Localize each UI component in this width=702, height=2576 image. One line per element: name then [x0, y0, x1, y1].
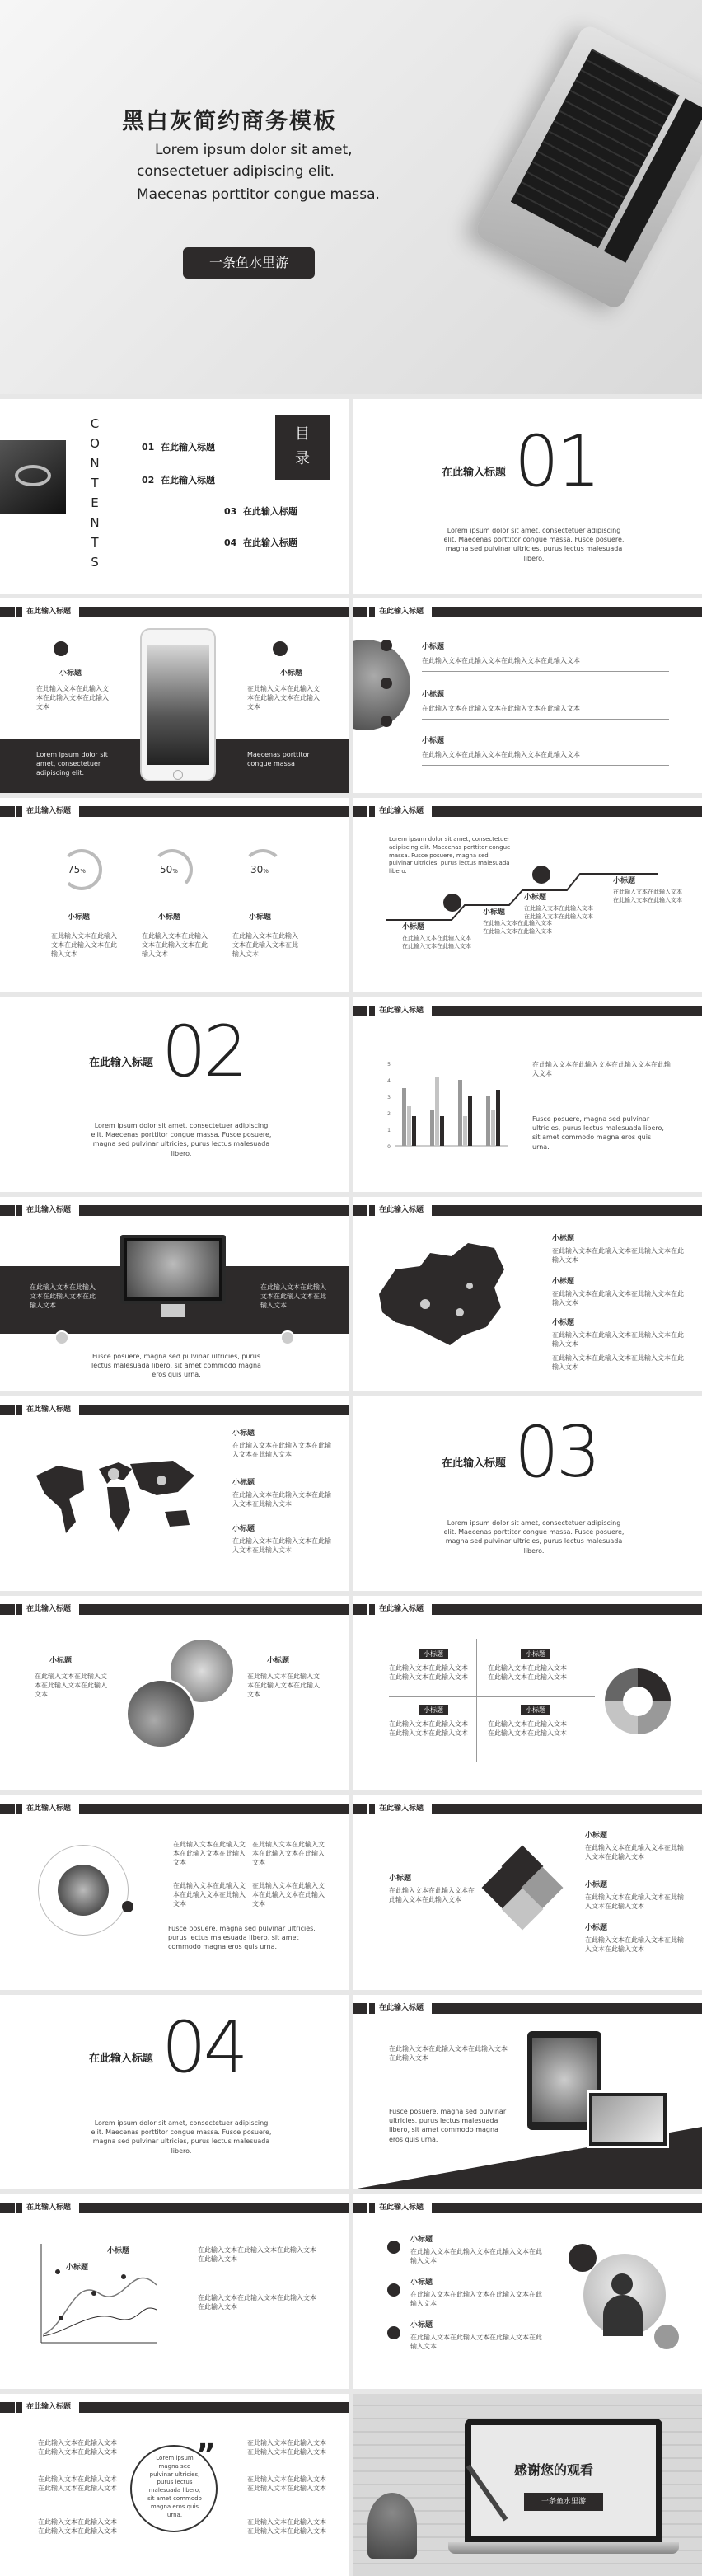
bar	[407, 1106, 411, 1146]
phone-mockup	[140, 628, 216, 781]
circle-photo-2	[125, 1678, 196, 1749]
monitor-stand	[161, 1304, 185, 1317]
slide-header	[353, 806, 702, 817]
line-graphic	[33, 2244, 165, 2351]
band-text-left: Lorem ipsum dolor sit amet, consectetuer adipiscing elit.	[36, 751, 108, 777]
contents-photo	[0, 440, 66, 514]
line-title-2: 小标题	[107, 2247, 130, 2255]
steps-slide	[353, 798, 702, 992]
divider	[422, 671, 669, 672]
band-text-left: 在此输入文本在此输入文本在此输入文本在此输入文本	[30, 1283, 96, 1310]
diamond-title-r3: 小标题	[585, 1924, 608, 1932]
section-title: 在此输入标题	[442, 1457, 507, 1470]
contents-item-3[interactable]	[224, 504, 297, 518]
orbit-slide	[0, 1795, 349, 1990]
step-title-4: 小标题	[613, 877, 636, 885]
bar	[463, 1116, 467, 1146]
quad-label-1: 小标题	[419, 1649, 448, 1659]
tablet-text-cn: 在此输入文本在此输入文本在此输入文本在此输入文本	[389, 2045, 508, 2062]
slide-header	[353, 1006, 702, 1016]
thanks-slide	[353, 2394, 702, 2576]
list-title-2: 小标题	[422, 691, 445, 699]
quote-item-1: 在此输入文本在此输入文本在此输入文本在此输入文本	[38, 2439, 117, 2456]
orbit-dot	[122, 1901, 133, 1912]
quad-label-3: 小标题	[419, 1705, 448, 1715]
percent-value-2: 50%	[160, 864, 178, 875]
orbit-item-1: 在此输入文本在此输入文本在此输入文本在此输入文本	[173, 1841, 246, 1867]
quote-slide	[0, 2394, 349, 2576]
section-title: 在此输入标题	[89, 2053, 154, 2065]
y-tick-label: 4	[387, 1078, 391, 1084]
bar	[412, 1116, 416, 1146]
percent-slide	[0, 798, 349, 992]
thanks-badge: 一条鱼水里游	[524, 2493, 603, 2511]
world-text-3: 在此输入文本在此输入文本在此输入文本在此输入文本	[232, 1537, 331, 1555]
contents-letter: C	[90, 416, 100, 431]
bottom-text: Fusce posuere, magna sed pulvinar ultricies, purus lectus malesuada libero, sit amet commodo magna eros quis urna.	[91, 1353, 261, 1379]
list-slide	[353, 598, 702, 793]
person-icon-1	[387, 2241, 400, 2254]
list-icon-1	[381, 640, 392, 651]
divider	[422, 765, 669, 766]
quadrant-slide	[353, 1596, 702, 1790]
quote-item-6: 在此输入文本在此输入文本在此输入文本在此输入文本	[247, 2518, 326, 2536]
section-title: 在此输入标题	[89, 1057, 154, 1069]
y-tick-label: 2	[387, 1111, 391, 1117]
quote-item-3: 在此输入文本在此输入文本在此输入文本在此输入文本	[38, 2518, 117, 2536]
line-text-2: 在此输入文本在此输入文本在此输入文本在此输入文本	[198, 2294, 316, 2311]
person-title-1: 小标题	[410, 2236, 433, 2244]
section-body: Lorem ipsum dolor sit amet, consectetuer adipiscing elit. Maecenas porttitor congue massa. Fusce posuere, magna sed pulvinar ultricies, purus lectus malesuada libero.	[443, 1519, 625, 1555]
thanks-title: 感谢您的观看	[514, 2462, 594, 2478]
header-tag: 在此输入标题	[367, 1204, 432, 1217]
photo-frame	[587, 2090, 669, 2148]
list-text-3: 在此输入文本在此输入文本在此输入文本在此输入文本	[422, 751, 580, 758]
monitor-slide	[0, 1197, 349, 1391]
section-02-slide	[0, 997, 349, 1192]
quote-text: Lorem ipsum magna sed pulvinar ultricies, purus lectus malesuada libero, sit amet commodo magna eros quis urna.	[147, 2455, 202, 2518]
slide-header	[0, 1804, 349, 1814]
small-title-1: 小标题	[68, 913, 91, 922]
section-body: Lorem ipsum dolor sit amet, consectetuer adipiscing elit. Maecenas porttitor congue massa. Fusce posuere, magna sed pulvinar ultricies, purus lectus malesuada libero.	[91, 2119, 272, 2155]
text-right: 在此输入文本在此输入文本在此输入文本在此输入文本	[247, 685, 320, 711]
header-tag: 在此输入标题	[15, 1603, 79, 1616]
contents-slide	[0, 399, 349, 594]
orbit-paragraph: Fusce posuere, magna sed pulvinar ultricies, purus lectus malesuada libero, sit amet commodo magna eros quis urna.	[168, 1925, 316, 1951]
diamond-text-left: 在此输入文本在此输入文本在此输入文本在此输入文本	[389, 1887, 475, 1904]
bar	[468, 1096, 472, 1146]
circle-title-2: 小标题	[267, 1657, 290, 1665]
line-title-1: 小标题	[66, 2264, 89, 2272]
band-text-right: 在此输入文本在此输入文本在此输入文本在此输入文本	[260, 1283, 326, 1310]
map-text-2: 在此输入文本在此输入文本在此输入文本在此输入文本	[552, 1290, 684, 1307]
contents-item-label: 在此输入标题	[242, 506, 297, 517]
section-number: 04	[161, 2006, 246, 2089]
person-slide	[353, 2194, 702, 2389]
contents-item-num: 04	[224, 537, 237, 548]
list-title-3: 小标题	[422, 737, 445, 745]
slide-header	[353, 1205, 702, 1216]
world-text-2: 在此输入文本在此输入文本在此输入文本在此输入文本	[232, 1491, 331, 1509]
mulu-char-2: 录	[295, 450, 310, 467]
cover-line-3: Maecenas porttitor congue massa.	[137, 186, 380, 203]
y-tick-label: 3	[387, 1095, 391, 1100]
world-map-slide	[0, 1396, 349, 1591]
map-text-3: 在此输入文本在此输入文本在此输入文本在此输入文本	[552, 1331, 684, 1349]
quad-line-h	[389, 1696, 595, 1697]
section-number: 03	[514, 1411, 598, 1494]
quote-item-2: 在此输入文本在此输入文本在此输入文本在此输入文本	[38, 2475, 117, 2493]
contents-letter: T	[91, 535, 99, 550]
map-title-2: 小标题	[552, 1278, 575, 1286]
contents-item-num: 02	[142, 475, 155, 486]
step-title-3: 小标题	[524, 894, 547, 902]
bar	[486, 1096, 490, 1146]
quad-line-v	[476, 1639, 477, 1762]
chart-slide	[353, 997, 702, 1192]
circle-text-2: 在此输入文本在此输入文本在此输入文本在此输入文本	[247, 1673, 320, 1699]
contents-item-2[interactable]	[142, 473, 215, 486]
orbit-photo	[58, 1865, 109, 1916]
monitor-mockup	[120, 1235, 226, 1304]
section-body: Lorem ipsum dolor sit amet, consectetuer adipiscing elit. Maecenas porttitor congue massa. Fusce posuere, magna sed pulvinar ultricies, purus lectus malesuada libero.	[443, 527, 625, 562]
header-tag: 在此输入标题	[15, 1204, 79, 1217]
contents-letter: N	[90, 456, 100, 471]
tablet-text-en: Fusce posuere, magna sed pulvinar ultricies, purus lectus malesuada libero, sit amet commodo magna eros quis urna.	[389, 2108, 507, 2143]
step-text-1: 在此输入文本在此输入文本在此输入文本在此输入文本	[402, 935, 471, 950]
slide-header	[0, 2402, 349, 2413]
diamond-title-left: 小标题	[389, 1875, 412, 1883]
contents-item-label: 在此输入标题	[160, 475, 215, 486]
slide-header	[0, 1405, 349, 1415]
top-paragraph: Lorem ipsum dolor sit amet, consectetuer adipiscing elit. Maecenas porttitor congue massa. Fusce posuere, magna sed pulvinar ultricies, purus lectus malesuada libero.	[389, 836, 511, 875]
diamonds-slide	[353, 1795, 702, 1990]
contents-letter: O	[90, 436, 100, 451]
map-text-1: 在此输入文本在此输入文本在此输入文本在此输入文本	[552, 1247, 684, 1265]
person-title-3: 小标题	[410, 2321, 433, 2330]
text-left: 在此输入文本在此输入文本在此输入文本在此输入文本	[36, 685, 109, 711]
china-map-slide	[353, 1197, 702, 1391]
quad-label-4: 小标题	[521, 1705, 550, 1715]
world-text-1: 在此输入文本在此输入文本在此输入文本在此输入文本	[232, 1442, 331, 1459]
diamond-title-r1: 小标题	[585, 1832, 608, 1840]
orbit-item-2: 在此输入文本在此输入文本在此输入文本在此输入文本	[252, 1841, 325, 1867]
cover-line-2: consectetuer adipiscing elit.	[137, 163, 335, 180]
step-text-2: 在此输入文本在此输入文本在此输入文本在此输入文本	[483, 920, 552, 935]
accent-dot-grey	[654, 2325, 679, 2349]
diamond-title-r2: 小标题	[585, 1881, 608, 1889]
quad-text-2: 在此输入文本在此输入文本在此输入文本在此输入文本	[488, 1664, 567, 1682]
small-title-2: 小标题	[158, 913, 181, 922]
y-tick-label: 1	[387, 1128, 391, 1133]
list-title-1: 小标题	[422, 643, 445, 651]
section-03-slide	[353, 1396, 702, 1591]
step-title-2: 小标题	[483, 908, 506, 917]
list-icon-2	[381, 678, 392, 689]
world-title-1: 小标题	[232, 1429, 255, 1438]
header-tag: 在此输入标题	[367, 1803, 432, 1815]
quad-text-3: 在此输入文本在此输入文本在此输入文本在此输入文本	[389, 1720, 468, 1738]
person-text-1: 在此输入文本在此输入文本在此输入文本在此输入文本	[410, 2248, 542, 2265]
contents-item-label: 在此输入标题	[160, 442, 215, 453]
person-icon-2	[387, 2283, 400, 2297]
phone-slide	[0, 598, 349, 793]
header-tag: 在此输入标题	[367, 2002, 432, 2015]
diamond-text-r2: 在此输入文本在此输入文本在此输入文本在此输入文本	[585, 1893, 684, 1911]
slide-header	[353, 1604, 702, 1615]
person-text-2: 在此输入文本在此输入文本在此输入文本在此输入文本	[410, 2291, 542, 2308]
person-text-3: 在此输入文本在此输入文本在此输入文本在此输入文本	[410, 2334, 542, 2351]
mulu-box	[275, 415, 330, 480]
cover-slide	[0, 0, 702, 394]
slide-header	[0, 1604, 349, 1615]
laptop-base	[448, 2542, 679, 2554]
laptop-screen	[465, 2419, 662, 2542]
quad-text-4: 在此输入文本在此输入文本在此输入文本在此输入文本	[488, 1720, 567, 1738]
diamond-text-r3: 在此输入文本在此输入文本在此输入文本在此输入文本	[585, 1936, 684, 1954]
contents-item-4[interactable]	[224, 536, 297, 549]
contents-item-1[interactable]	[142, 440, 215, 453]
section-01-slide	[353, 399, 702, 594]
small-title-left: 小标题	[59, 669, 82, 678]
world-title-3: 小标题	[232, 1525, 255, 1533]
bar	[491, 1110, 495, 1146]
bar	[402, 1088, 406, 1146]
header-tag: 在此输入标题	[15, 606, 79, 618]
contents-letter: T	[91, 476, 99, 490]
contents-letter: S	[91, 555, 99, 570]
small-title-right: 小标题	[280, 669, 303, 678]
divider	[422, 719, 669, 720]
step-title-1: 小标题	[402, 923, 425, 931]
bar	[458, 1080, 462, 1146]
cover-title: 黑白灰简约商务模板	[122, 109, 337, 134]
bar	[440, 1116, 444, 1146]
section-number: 01	[514, 420, 598, 503]
band-text-right: Maecenas porttitor congue massa	[247, 751, 310, 768]
bar	[430, 1110, 434, 1146]
chart-text-cn: 在此输入文本在此输入文本在此输入文本在此输入文本	[532, 1061, 671, 1078]
quad-label-2: 小标题	[521, 1649, 550, 1659]
plant-decoration	[367, 2493, 417, 2559]
user-icon	[54, 1330, 69, 1345]
contents-item-num: 03	[224, 506, 237, 517]
list-text-1: 在此输入文本在此输入文本在此输入文本在此输入文本	[422, 657, 580, 664]
contents-letter: N	[90, 515, 100, 530]
header-tag: 在此输入标题	[367, 1603, 432, 1616]
tablet-slide	[353, 1995, 702, 2189]
circle-text-1: 在此输入文本在此输入文本在此输入文本在此输入文本	[35, 1673, 107, 1699]
header-tag: 在此输入标题	[367, 2202, 432, 2214]
section-number: 02	[161, 1011, 246, 1093]
person-icon-3	[387, 2326, 400, 2339]
bar-chart	[381, 1055, 512, 1156]
world-map	[33, 1451, 198, 1541]
slide-header	[0, 2203, 349, 2213]
slide-header	[353, 607, 702, 617]
header-tag: 在此输入标题	[15, 2202, 79, 2214]
step-icon-1	[443, 894, 461, 912]
header-tag: 在此输入标题	[367, 606, 432, 618]
step-icon-2	[532, 866, 550, 884]
circles-slide	[0, 1596, 349, 1790]
slide-header	[0, 607, 349, 617]
step-text-4: 在此输入文本在此输入文本在此输入文本在此输入文本	[613, 889, 682, 903]
user-icon	[273, 641, 288, 656]
header-tag: 在此输入标题	[15, 805, 79, 818]
quote-mark-icon: ”	[196, 2438, 216, 2472]
list-icon-3	[381, 716, 392, 727]
text-2: 在此输入文本在此输入文本在此输入文本在此输入文本	[142, 932, 208, 959]
header-tag: 在此输入标题	[15, 2401, 79, 2414]
cover-badge: 一条鱼水里游	[183, 247, 315, 279]
map-title-3: 小标题	[552, 1319, 575, 1327]
slide-header	[0, 806, 349, 817]
percent-value-1: 75%	[68, 864, 86, 875]
user-icon	[280, 1330, 295, 1345]
y-tick-label: 5	[387, 1062, 391, 1067]
header-tag: 在此输入标题	[15, 1803, 79, 1815]
header-tag: 在此输入标题	[15, 1404, 79, 1416]
circle-title-1: 小标题	[49, 1657, 73, 1665]
percent-value-3: 30%	[250, 864, 269, 875]
y-tick-label: 0	[387, 1144, 391, 1150]
small-title-3: 小标题	[249, 913, 272, 922]
line-text-1: 在此输入文本在此输入文本在此输入文本在此输入文本	[198, 2246, 316, 2264]
orbit-item-3: 在此输入文本在此输入文本在此输入文本在此输入文本	[173, 1882, 246, 1908]
header-tag: 在此输入标题	[367, 805, 432, 818]
orbit-item-4: 在此输入文本在此输入文本在此输入文本在此输入文本	[252, 1882, 325, 1908]
diamond-text-r1: 在此输入文本在此输入文本在此输入文本在此输入文本	[585, 1844, 684, 1861]
text-3: 在此输入文本在此输入文本在此输入文本在此输入文本	[232, 932, 298, 959]
step-text-3: 在此输入文本在此输入文本在此输入文本在此输入文本	[524, 905, 593, 920]
chart-text-en: Fusce posuere, magna sed pulvinar ultricies, purus lectus malesuada libero, sit amet commodo magna eros quis urna.	[532, 1115, 664, 1151]
section-title: 在此输入标题	[442, 467, 507, 479]
contents-vertical-label	[89, 414, 101, 572]
section-body: Lorem ipsum dolor sit amet, consectetuer adipiscing elit. Maecenas porttitor congue massa. Fusce posuere, magna sed pulvinar ultricies, purus lectus malesuada libero.	[91, 1122, 272, 1157]
quote-item-4: 在此输入文本在此输入文本在此输入文本在此输入文本	[247, 2439, 326, 2456]
text-1: 在此输入文本在此输入文本在此输入文本在此输入文本	[51, 932, 117, 959]
contents-letter: E	[91, 495, 99, 510]
list-text-2: 在此输入文本在此输入文本在此输入文本在此输入文本	[422, 705, 580, 712]
contents-item-num: 01	[142, 442, 155, 453]
user-icon	[54, 641, 68, 656]
slide-header	[0, 1205, 349, 1216]
contents-item-label: 在此输入标题	[242, 537, 297, 548]
bar	[435, 1077, 439, 1146]
slide-header	[353, 1804, 702, 1814]
bar	[496, 1090, 500, 1146]
slide-header	[353, 2203, 702, 2213]
laptop-image	[461, 23, 702, 357]
quad-text-1: 在此输入文本在此输入文本在此输入文本在此输入文本	[389, 1664, 468, 1682]
map-text-4: 在此输入文本在此输入文本在此输入文本在此输入文本	[552, 1354, 684, 1372]
quote-item-5: 在此输入文本在此输入文本在此输入文本在此输入文本	[247, 2475, 326, 2493]
puzzle-donut	[605, 1668, 671, 1734]
person-title-2: 小标题	[410, 2278, 433, 2287]
header-tag: 在此输入标题	[367, 1005, 432, 1017]
world-title-2: 小标题	[232, 1479, 255, 1487]
section-04-slide	[0, 1995, 349, 2189]
person-photo	[583, 2254, 666, 2336]
line-slide	[0, 2194, 349, 2389]
cover-line-1: Lorem ipsum dolor sit amet,	[155, 142, 353, 158]
mulu-char-1: 目	[295, 425, 310, 443]
map-title-1: 小标题	[552, 1235, 575, 1243]
china-map	[371, 1236, 511, 1352]
